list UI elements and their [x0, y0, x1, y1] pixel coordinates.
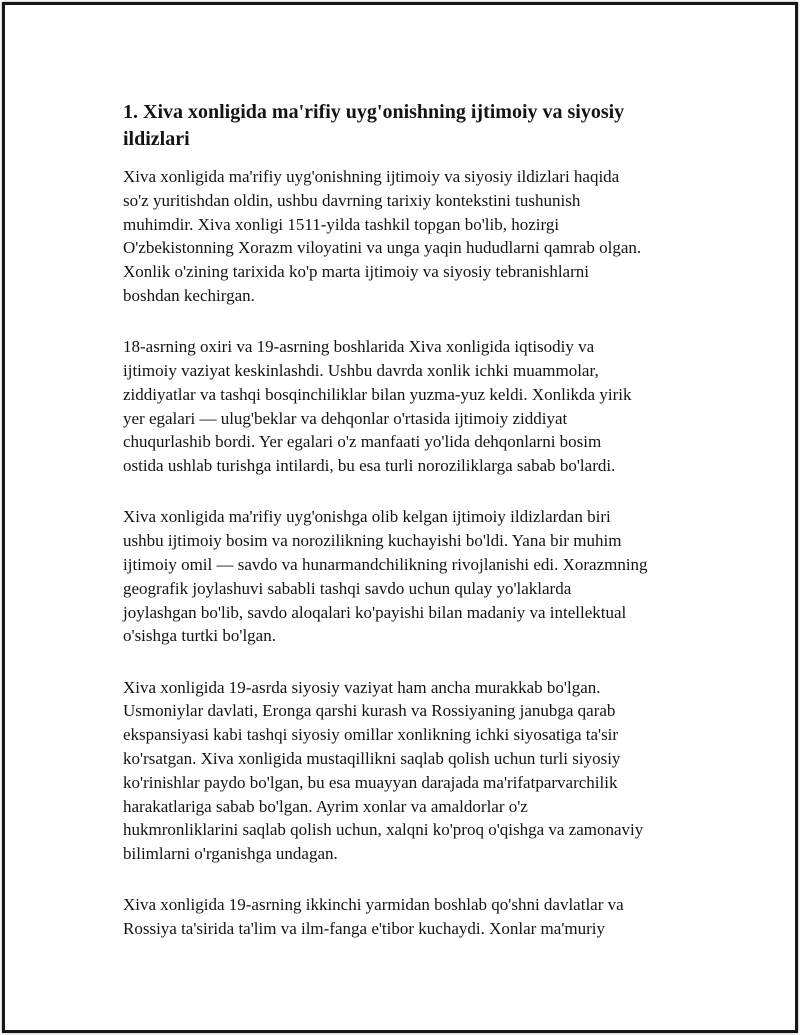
heading-line: 1. Xiva xonligida ma'rifiy uyg'onishning ijtimoiy va siyosiy	[123, 101, 625, 123]
paragraph-line: Rossiya ta'sirida ta'lim va ilm-fanga e'tibor kuchaydi. Xonlar ma'muriy	[123, 919, 605, 939]
paragraph-line: 18-asrning oxiri va 19-asrning boshlarida Xiva xonligida iqtisodiy va	[123, 337, 595, 357]
paragraph-line: ko'rsatgan. Xiva xonligida mustaqillikni saqlab qolish uchun turli siyosiy	[123, 748, 621, 768]
paragraph-line: Xonlik o'zining tarixida ko'p marta ijtimoiy va siyosiy tebranishlarni	[123, 262, 589, 282]
paragraph-line: Xiva xonligida 19-asrning ikkinchi yarmidan boshlab qo'shni davlatlar va	[123, 895, 624, 915]
paragraph-line: Xiva xonligida ma'rifiy uyg'onishning ijtimoiy va siyosiy ildizlari haqida	[123, 167, 620, 186]
paragraph-line: O'zbekistonning Xorazm viloyatini va unga yaqin hududlarni qamrab olgan.	[123, 238, 642, 258]
paragraph-line: Xiva xonligida ma'rifiy uyg'onishga olib kelgan ijtimoiy ildizlardan biri	[123, 507, 611, 527]
paragraph-line: muhimdir. Xiva xonligi 1511-yilda tashkil topgan bo'lib, hozirgi	[123, 214, 560, 234]
paragraph-line: ijtimoiy omil — savdo va hunarmandchilikning rivojlanishi edi. Xorazmning	[123, 554, 648, 574]
heading-line: ildizlari	[123, 128, 190, 150]
paragraph-line: so'z yuritishdan oldin, ushbu davrning tarixiy kontekstini tushunish	[123, 190, 581, 210]
paragraph-line: joylashgan bo'lib, savdo aloqalari ko'payishi bilan madaniy va intellektual	[123, 602, 627, 622]
paragraph-line: harakatlariga sabab bo'lgan. Ayrim xonlar va amaldorlar o'z	[123, 796, 528, 816]
paragraph-line: geografik joylashuvi sababli tashqi savdo uchun qulay yo'laklarda	[123, 578, 572, 598]
paragraph-line: ziddiyatlar va tashqi bosqinchiliklar bilan yuzma-yuz keldi. Xonlikda yirik	[123, 384, 632, 404]
paragraph	[123, 335, 723, 478]
paragraph	[123, 505, 723, 648]
section-heading	[123, 99, 723, 153]
paragraph-line: hukmronliklarini saqlab qolish uchun, xalqni ko'proq o'qishga va zamonaviy	[123, 820, 644, 840]
paragraph-line: ekspansiyasi kabi tashqi siyosiy omillar xonlikning ichki siyosatiga ta'sir	[123, 725, 619, 745]
paragraph	[123, 893, 723, 941]
paragraph-line: chuqurlashib bordi. Yer egalari o'z manfaati yo'lida dehqonlarni bosim	[123, 432, 602, 452]
paragraph-line: Xiva xonligida 19-asrda siyosiy vaziyat ham ancha murakkab bo'lgan.	[123, 677, 601, 697]
paragraph-line: ostida ushlab turishga intilardi, bu esa turli noroziliklarga sabab bo'lardi.	[123, 456, 616, 476]
paragraph-line: ko'rinishlar paydo bo'lgan, bu esa muayyan darajada ma'rifatparvarchilik	[123, 772, 618, 792]
paragraph-line: Usmoniylar davlati, Eronga qarshi kurash va Rossiyaning janubga qarab	[123, 701, 616, 721]
paragraph-line: boshdan kechirgan.	[123, 285, 255, 305]
paragraph	[123, 676, 723, 866]
paragraph	[123, 165, 723, 308]
document-body	[123, 99, 723, 968]
paragraph-list	[123, 165, 723, 941]
paragraph-line: o'sishga turtki bo'lgan.	[123, 626, 276, 646]
page-frame	[2, 2, 798, 1033]
paragraph-line: ushbu ijtimoiy bosim va norozilikning kuchayishi bo'ldi. Yana bir muhim	[123, 531, 622, 551]
paragraph-line: yer egalari — ulug'beklar va dehqonlar o'rtasida ijtimoiy ziddiyat	[123, 408, 568, 428]
paragraph-line: ijtimoiy vaziyat keskinlashdi. Ushbu davrda xonlik ichki muammolar,	[123, 360, 599, 380]
paragraph-line: bilimlarni o'rganishga undagan.	[123, 844, 338, 864]
